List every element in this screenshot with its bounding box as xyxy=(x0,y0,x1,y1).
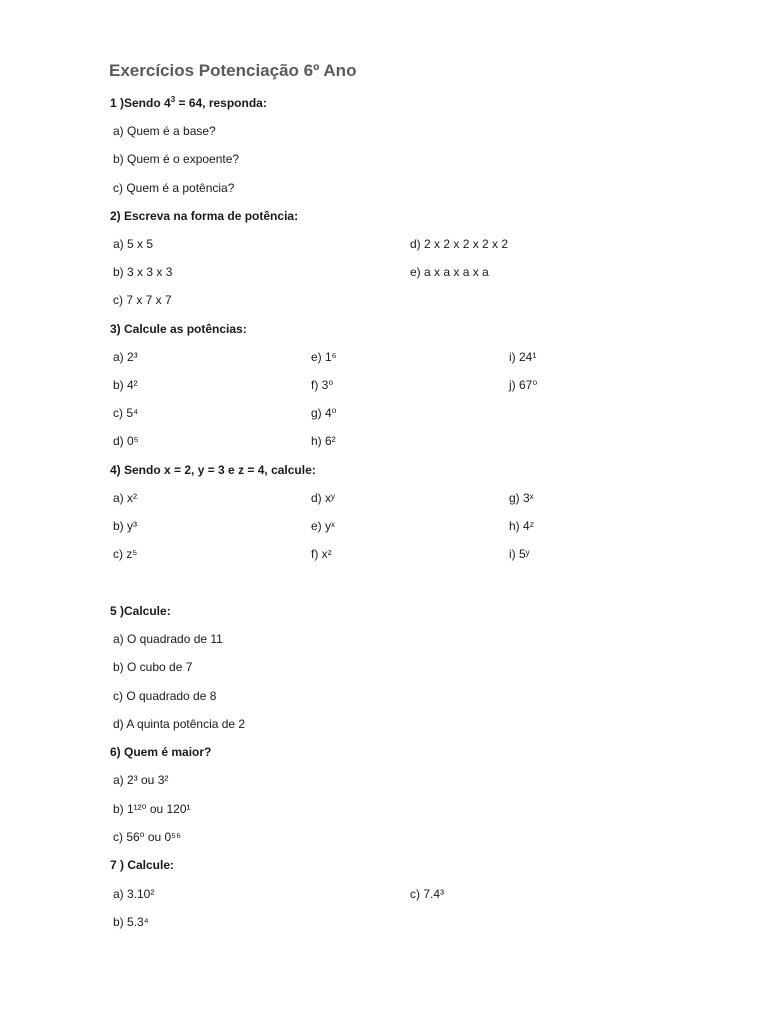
q4-item-e: e) yˣ xyxy=(311,519,335,533)
q2-heading: 2) Escreva na forma de potência: xyxy=(110,209,299,223)
q3-item-j: j) 67⁰ xyxy=(509,378,538,392)
q4-heading: 4) Sendo x = 2, y = 3 e z = 4, calcule: xyxy=(110,463,316,477)
list-item xyxy=(0,375,768,395)
q3-item-b: b) 4² xyxy=(113,378,138,392)
list-item xyxy=(0,488,768,508)
q1-item-a: a) Quem é a base? xyxy=(113,124,216,138)
q3-item-i: i) 24¹ xyxy=(509,350,537,364)
list-item xyxy=(0,178,768,198)
list-item xyxy=(0,912,768,932)
list-item xyxy=(0,262,768,282)
q6-item-b: b) 1¹²⁰ ou 120¹ xyxy=(113,802,191,816)
q4-item-d: d) xʸ xyxy=(311,491,335,505)
q7-item-c: c) 7.4³ xyxy=(410,887,445,901)
list-item xyxy=(0,714,768,734)
q2-item-c: c) 7 x 7 x 7 xyxy=(113,293,172,307)
q3-item-g: g) 4⁰ xyxy=(311,406,337,420)
list-item xyxy=(0,121,768,141)
list-item xyxy=(0,234,768,254)
q7-item-b: b) 5.3⁴ xyxy=(113,915,149,929)
list-item xyxy=(0,770,768,790)
q5-item-d: d) A quinta potência de 2 xyxy=(113,717,246,731)
list-item xyxy=(0,884,768,904)
list-item xyxy=(0,516,768,536)
q1-heading-post: = 64, responda: xyxy=(175,96,267,110)
q3-item-e: e) 1⁶ xyxy=(311,350,337,364)
q1-item-c: c) Quem é a potência? xyxy=(113,181,235,195)
q6-item-c: c) 56⁰ ou 0⁵⁶ xyxy=(113,830,182,844)
q4-item-f: f) xᶻ xyxy=(311,547,332,561)
page-title: Exercícios Potenciação 6º Ano xyxy=(109,61,357,80)
q5-item-a: a) O quadrado de 11 xyxy=(113,632,223,646)
q4-item-b: b) y³ xyxy=(113,519,137,533)
list-item xyxy=(0,686,768,706)
q1-item-b: b) Quem é o expoente? xyxy=(113,152,240,166)
q7-item-a: a) 3.10² xyxy=(113,887,155,901)
list-item xyxy=(0,290,768,310)
q4-item-g: g) 3ˣ xyxy=(509,491,534,505)
q2-item-b: b) 3 x 3 x 3 xyxy=(113,265,173,279)
q3-heading: 3) Calcule as potências: xyxy=(110,322,247,336)
list-item xyxy=(0,827,768,847)
list-item xyxy=(0,149,768,169)
q5-item-c: c) O quadrado de 8 xyxy=(113,689,217,703)
q3-item-f: f) 3⁰ xyxy=(311,378,334,392)
q3-item-h: h) 6² xyxy=(311,434,336,448)
list-item xyxy=(0,347,768,367)
q3-item-d: d) 0⁵ xyxy=(113,434,139,448)
list-item xyxy=(0,431,768,451)
q7-heading: 7 ) Calcule: xyxy=(110,858,175,872)
q2-item-e: e) a x a x a x a xyxy=(410,265,489,279)
list-item xyxy=(0,544,768,564)
q4-item-h: h) 4ᶻ xyxy=(509,519,534,533)
q4-item-a: a) x² xyxy=(113,491,137,505)
list-item xyxy=(0,657,768,677)
q1-heading xyxy=(0,93,768,113)
q3-item-a: a) 2³ xyxy=(113,350,138,364)
q6-item-a: a) 2³ ou 3² xyxy=(113,773,169,787)
list-item xyxy=(0,799,768,819)
q3-item-c: c) 5⁴ xyxy=(113,406,139,420)
q4-item-c: c) z⁵ xyxy=(113,547,138,561)
q4-item-i: i) 5ʸ xyxy=(509,547,530,561)
q6-heading: 6) Quem é maior? xyxy=(110,745,212,759)
q2-item-d: d) 2 x 2 x 2 x 2 x 2 xyxy=(410,237,509,251)
list-item xyxy=(0,403,768,423)
q5-heading: 5 )Calcule: xyxy=(110,604,171,618)
q1-heading-exponent: 3 xyxy=(170,95,176,104)
list-item xyxy=(0,629,768,649)
q2-item-a: a) 5 x 5 xyxy=(113,237,154,251)
q5-item-b: b) O cubo de 7 xyxy=(113,660,193,674)
q1-heading-pre: 1 )Sendo 4 xyxy=(110,96,171,110)
